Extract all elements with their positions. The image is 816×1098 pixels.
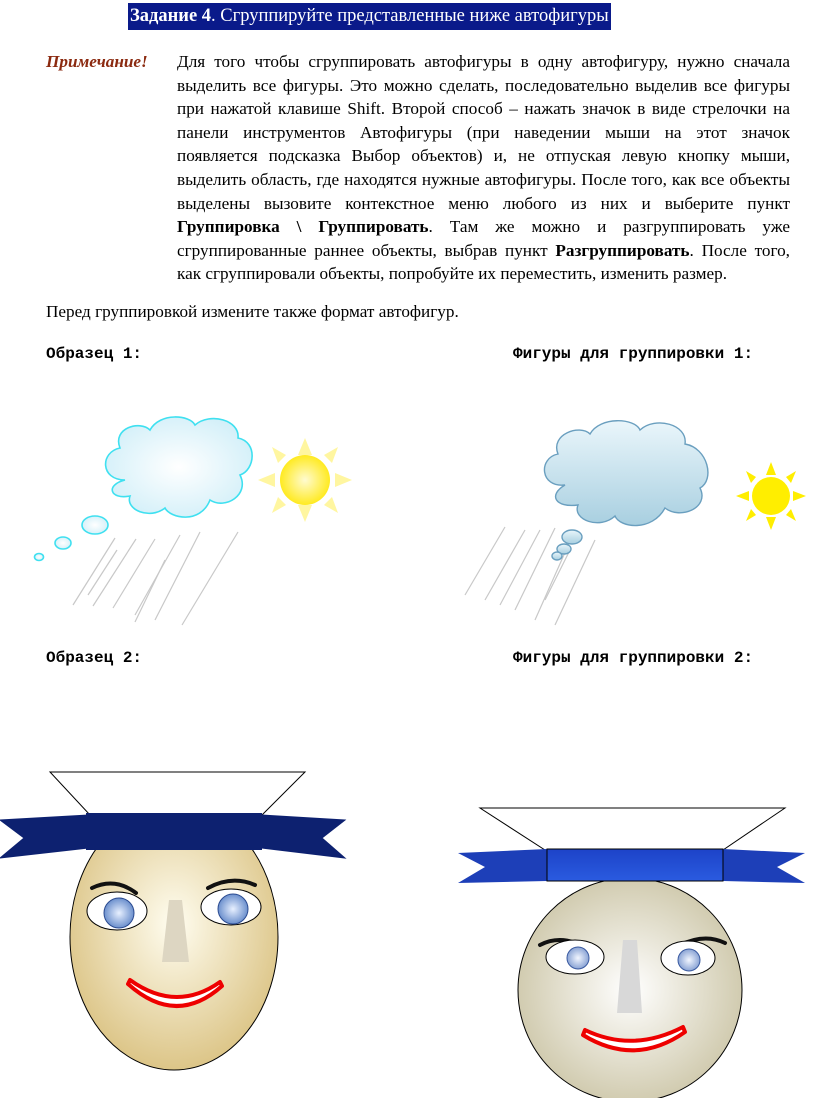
note-block [46,50,790,286]
sailor-face [0,772,345,1070]
sun-icon [258,438,352,522]
group-1-label: Фигуры для группировки 1: [513,345,754,363]
note-text-1: Для того чтобы сгруппировать автофигуры в одну автофигуру, нужно сначала выделить все фигуры. Это можно сделать, последовательно выделив все фигуры при нажатой клавише Shift. Второй способ – нажать значок в виде стрелочки на панели инструментов Автофигуры (при наведении мыши на этот значок появляется подсказка Выбор объектов) и, не отпуская левую кнопку мыши, выделить область, где находятся нужные автофигуры. После того, как все объекты выделены вызовите контекстное меню любого из них и выберите пункт [177,52,790,213]
cap-top [50,772,305,815]
task-text: . Сгруппируйте представленные ниже автофигуры [211,6,609,26]
cap-band [547,849,723,881]
sample-2-figure [0,765,345,1098]
ribbon-left [458,849,547,883]
sample-1-figure [0,400,400,630]
note-bold-ungroup: Разгруппировать [555,240,690,260]
group-2-label: Фигуры для группировки 2: [513,649,754,667]
note-label: Примечание! [46,52,148,71]
after-note-text: Перед группировкой измените также формат автофигур. [46,302,459,321]
eye-left-iris [567,947,589,969]
sailor-face [458,808,805,1098]
ribbon-left [0,815,88,858]
task-title [128,3,611,30]
group-2-figure [455,805,816,1098]
sun-icon [736,462,806,530]
sample-2-label: Образец 2: [46,649,143,667]
task-label: Задание 4 [130,6,212,26]
eye-right-iris [678,949,700,971]
thought-cloud [544,421,707,560]
eye-right-iris [218,894,248,924]
group-1-figure [440,400,816,630]
ribbon-right [262,815,345,858]
cap-top [480,808,785,850]
note-text-3: . После того, как сгруппировали объекты, попробуйте их переместить, изменить размер. [177,240,790,284]
thought-cloud [35,417,253,561]
note-body [177,50,790,286]
eye-left-iris [104,898,134,928]
note-bold-group: Группировка \ Группировать [177,217,429,237]
cap-band [86,813,262,850]
rain-lines [73,532,238,625]
ribbon-right [723,849,805,883]
sample-1-label: Образец 1: [46,345,143,363]
note-text-2: . Там же можно и разгруппировать уже сгруппированные раннее объекты, выбрав пункт [177,217,790,260]
